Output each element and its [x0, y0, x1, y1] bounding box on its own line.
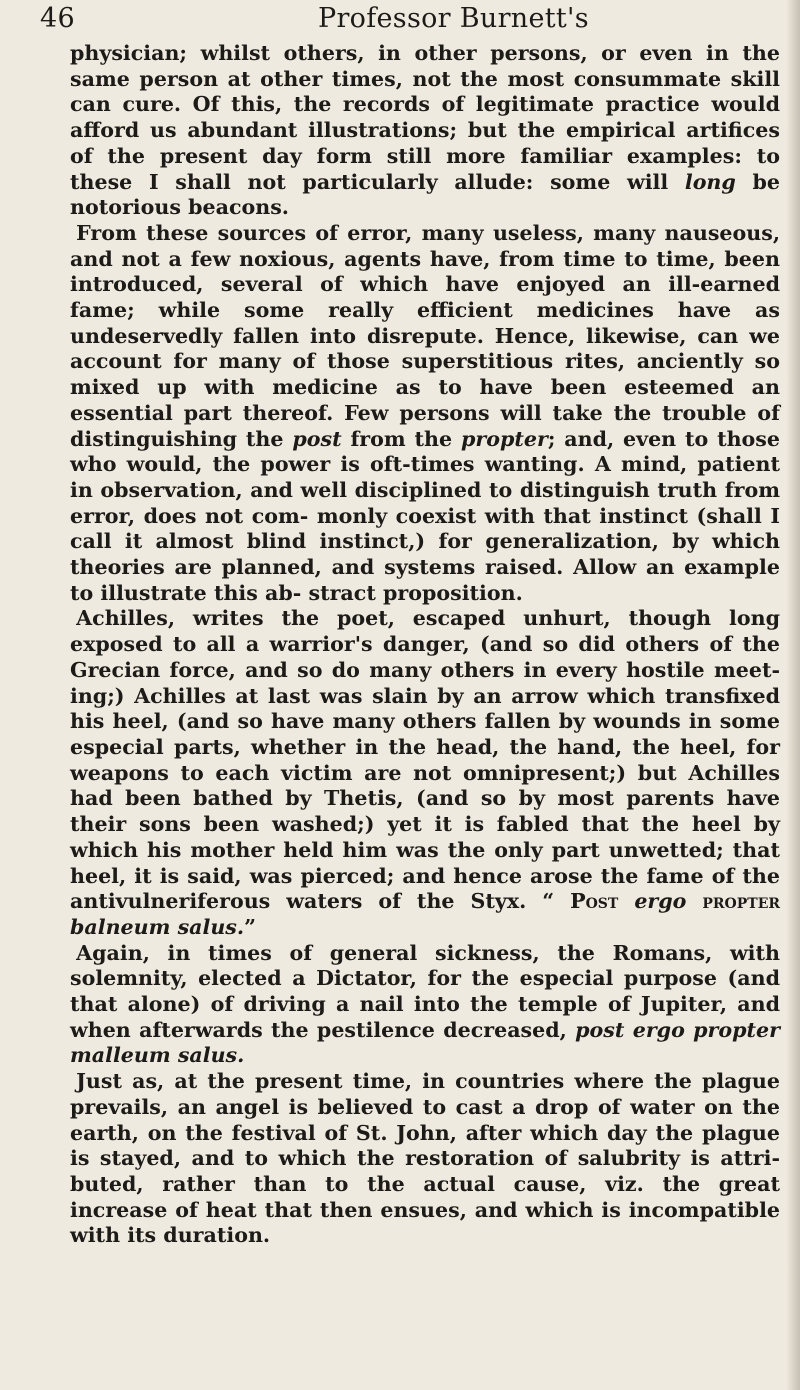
text-run: Just as, at the present time, in countries where the plague prevails, an angel is believed to cast a drop of water on the earth, on the festival of St. John, after which day the plague is stayed, and to which the restoration of salubrity is attri- buted, rather than to the actual cause, viz. the great increase of heat that then ensues, and which is incompatible with its duration.	[70, 1069, 780, 1248]
small-caps-text: Post	[570, 889, 619, 914]
text-run: Achilles, writes the poet, escaped unhurt, though long exposed to all a warrior's danger, (and so did others of the Grecian force, and so do many others in every hostile meet- ing;) Achilles at last was slain by an arrow which transfixed his heel, (and so have many others fallen by wounds in some especial parts, whether in the head, the hand, the heel, for weapons to each victim are not omnipresent;) but Achilles had been bathed by Thetis, (and so by most parents have their sons been washed;) yet it is fabled that the heel by which his mother held him was the only part unwetted; that heel, it is said, was pierced; and hence arose the fame of the antivulneriferous waters of the Styx. “	[70, 606, 780, 914]
text-run: ”	[244, 914, 256, 939]
text-run: From these sources of error, many useless, many nauseous, and not a few noxious, agents have, from time to time, been introduced, several of which have enjoyed an ill-earned fame; while some really efficient medicines have as undeservedly fallen into disrepute. Hence, likewise, can we account for many of those superstitious rites, anciently so mixed up with medicine as to have been esteemed an essential part thereof. Few persons will take the trouble of distinguishing the	[70, 220, 780, 451]
running-header	[40, 2, 780, 36]
paragraph	[70, 941, 780, 1070]
small-caps-text: propter	[702, 889, 780, 914]
text-run: ; and, even to those who would, the power is oft-times wanting. A mind, patient in observation, and well disciplined to distinguish truth from error, does not com- monly coexist with that instinct (shall I call it almost blind instinct,) for generalization, by which theories are planned, and systems raised. Allow an example to illustrate this ab- stract proposition.	[70, 426, 780, 605]
text-run: Again, in times of general sickness, the Romans, with solemnity, elected a Dictator, for the especial purpose (and that alone) of driving a nail into the temple of Jupiter, and when afterwards the pestilence decreased,	[70, 940, 780, 1042]
body-text	[70, 41, 780, 1249]
page-edge-shadow	[786, 0, 800, 1390]
text-run: physician; whilst others, in other persons, or even in the same person at other times, not the most consummate skill can cure. Of this, the records of legitimate practice would afford us abundant illustrations; but the empirical artifices of the present day form still more familiar examples: to these I shall not particularly allude: some will	[70, 41, 780, 194]
running-title: Professor Burnett's	[318, 3, 589, 34]
paragraph	[70, 1069, 780, 1249]
italic-text: propter	[460, 426, 548, 451]
paragraph	[70, 221, 780, 607]
text-run: from the	[341, 426, 461, 451]
text-run: be notorious beacons.	[70, 169, 780, 220]
paragraph	[70, 41, 780, 221]
italic-text: ergo	[634, 889, 687, 914]
italic-text: post ergo propter malleum salus.	[70, 1017, 780, 1068]
italic-text: long	[684, 169, 736, 194]
paragraph	[70, 606, 780, 940]
italic-text: balneum salus.	[70, 914, 245, 939]
text-run	[618, 889, 634, 913]
page-number: 46	[40, 3, 75, 34]
text-run	[686, 889, 702, 913]
italic-text: post	[292, 426, 342, 451]
